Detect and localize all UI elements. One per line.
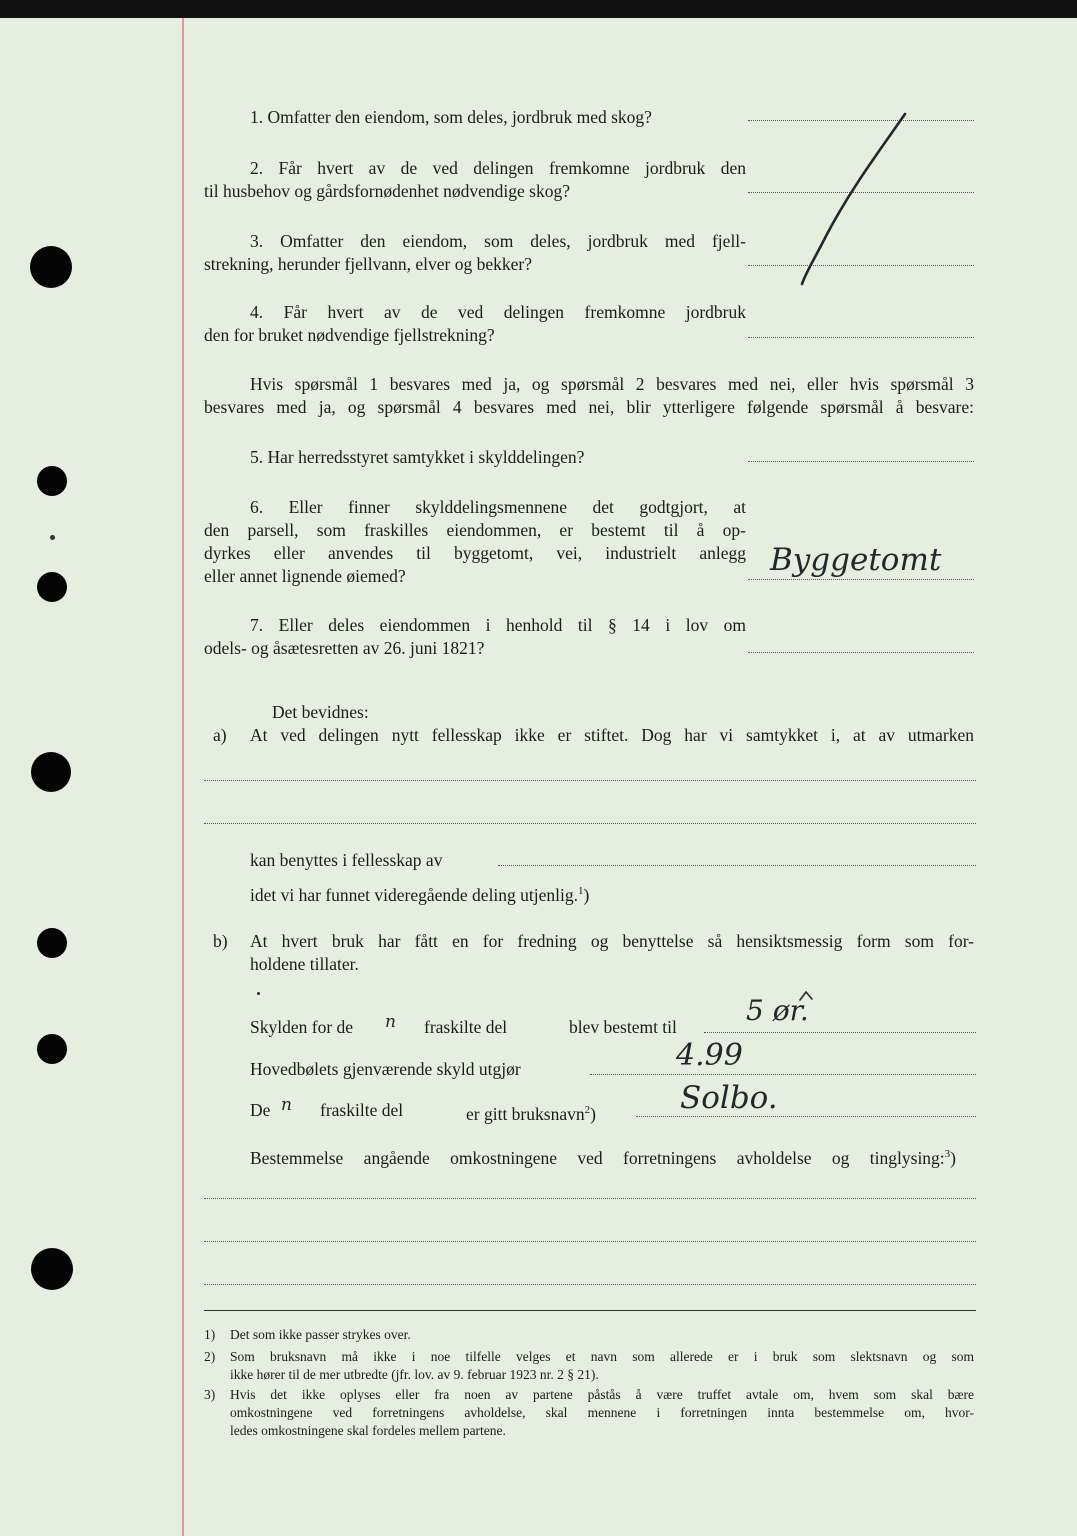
bevidnes-heading: Det bevidnes: — [272, 702, 369, 722]
bruksnavn-label-c-body: er gitt bruksnavn — [466, 1103, 585, 1124]
bruksnavn-label-c: er gitt bruksnavn$^2$) — [466, 1103, 596, 1124]
bestemmelse-line-3[interactable] — [204, 1284, 976, 1285]
bestemmelse-label: Bestemmelse angående omkostningene ved forretningens avholdelse og tinglysing:$^3$) — [250, 1147, 956, 1168]
footnote-separator — [204, 1310, 976, 1311]
answer-line-q3[interactable] — [748, 265, 974, 266]
handwritten-answer-q6: Byggetomt — [770, 542, 942, 578]
footnote-ref-1: 1 — [578, 885, 584, 897]
fellesskap-line[interactable] — [498, 865, 976, 866]
question-6-line-2: den parsell, som fraskilles eiendommen, er bestemt til å op- — [204, 520, 746, 540]
bestemmelse-line-2[interactable] — [204, 1241, 976, 1242]
binder-hole — [30, 246, 72, 288]
bruksnavn-line[interactable] — [636, 1116, 976, 1117]
bestemmelse-line-1[interactable] — [204, 1198, 976, 1199]
speck — [50, 535, 55, 540]
binder-hole — [31, 1248, 73, 1290]
question-6-line-3: dyrkes eller anvendes til byggetomt, vei, industrielt anlegg — [204, 543, 746, 563]
footnote-ref-2: 2 — [584, 1104, 591, 1116]
question-7-line-2: odels- og åsætesretten av 26. juni 1821? — [204, 638, 485, 658]
answer-line-q6[interactable] — [748, 579, 974, 580]
answer-line-q7[interactable] — [748, 652, 974, 653]
footnote-2-mark: 2) — [204, 1349, 216, 1364]
question-4-line-2: den for bruket nødvendige fjellstrekning? — [204, 325, 495, 345]
question-3-line-1: 3. Omfatter den eiendom, som deles, jordbruk med fjell- — [250, 231, 746, 251]
margin-line — [182, 18, 184, 1536]
idet-text-body: idet vi har funnet videregående deling utjenlig. — [250, 884, 579, 905]
question-2-line-1: 2. Får hvert av de ved delingen fremkomne jordbruk den — [250, 158, 746, 178]
utmark-line-2[interactable] — [204, 823, 976, 824]
skylden-label-b: fraskilte del — [424, 1017, 508, 1037]
footnote-3-mark: 3) — [204, 1387, 216, 1402]
idet-text: idet vi har funnet videregående deling utjenlig.$^1$) — [250, 884, 590, 905]
speck — [257, 992, 260, 995]
binder-hole — [37, 928, 67, 958]
utmark-line-1[interactable] — [204, 780, 976, 781]
question-6-line-1: 6. Eller finner skylddelingsmennene det godtgjort, at — [250, 497, 746, 517]
footnote-1-mark: 1) — [204, 1327, 216, 1342]
question-6-line-4: eller annet lignende øiemed? — [204, 566, 406, 586]
bruksnavn-label-a: De — [250, 1100, 271, 1120]
hovedbol-label: Hovedbølets gjenværende skyld utgjør — [250, 1059, 521, 1079]
footnote-3-line-2: omkostningene ved forretningens avholdelse, skal mennene i forretningen innta bestemmelse om, hvor- — [230, 1405, 974, 1420]
handwritten-de-suffix-2: n — [281, 1095, 292, 1115]
handwritten-bruksnavn-value: Solbo. — [680, 1080, 778, 1116]
condition-line-1: Hvis spørsmål 1 besvares med ja, og spørsmål 2 besvares med nei, eller hvis spørsmål 3 — [250, 374, 974, 394]
skylden-line[interactable] — [704, 1032, 976, 1033]
answer-line-q4[interactable] — [748, 337, 974, 338]
handwritten-skyld-value: 5 ør. — [746, 994, 809, 1027]
footnote-3-line-1: Hvis det ikke oplyses eller fra noen av partene påstås å være truffet avtale om, hvem som skal bære — [230, 1387, 974, 1402]
answer-line-q2[interactable] — [748, 192, 974, 193]
question-4-line-1: 4. Får hvert av de ved delingen fremkomne jordbruk — [250, 302, 746, 322]
answer-line-q5[interactable] — [748, 461, 974, 462]
bestemmelse-label-body: Bestemmelse angående omkostningene ved forretningens avholdelse og tinglysing: — [250, 1147, 945, 1168]
scan-top-edge — [0, 0, 1077, 18]
skylden-label-c: blev bestemt til — [569, 1017, 677, 1037]
handwritten-de-suffix-1: n — [385, 1012, 396, 1032]
item-b-line-1: At hvert bruk har fått en for fredning og benyttelse så hensiktsmessig form som for- — [250, 931, 974, 951]
footnote-2-line-2: ikke hører til de mer utbredte (jfr. lov. av 9. februar 1923 nr. 2 § 21). — [230, 1367, 599, 1382]
item-b-label: b) — [213, 931, 228, 951]
binder-hole — [37, 1034, 67, 1064]
footnote-ref-3: 3 — [944, 1148, 951, 1160]
fellesskap-text: kan benyttes i fellesskap av — [250, 850, 443, 870]
question-3-line-2: strekning, herunder fjellvann, elver og bekker? — [204, 254, 532, 274]
footnote-2-line-1: Som bruksnavn må ikke i noe tilfelle velges et navn som allerede er i bruk som slektsnavn og som — [230, 1349, 974, 1364]
question-1-text: 1. Omfatter den eiendom, som deles, jordbruk med skog? — [250, 107, 652, 127]
skylden-label-a: Skylden for de — [250, 1017, 354, 1037]
item-a-label: a) — [213, 725, 227, 745]
handwritten-slash-mark — [802, 114, 905, 284]
item-a-text: At ved delingen nytt fellesskap ikke er stiftet. Dog har vi samtykket i, at av utmarken — [250, 725, 974, 745]
binder-hole — [37, 572, 67, 602]
condition-line-2: besvares med ja, og spørsmål 4 besvares med nei, blir ytterligere følgende spørsmål å besvare: — [204, 397, 974, 417]
question-7-line-1: 7. Eller deles eiendommen i henhold til § 14 i lov om — [250, 615, 746, 635]
answer-line-q1[interactable] — [748, 120, 974, 121]
item-b-line-2: holdene tillater. — [250, 954, 359, 974]
bruksnavn-label-b: fraskilte del — [320, 1100, 404, 1120]
footnote-1-line-1: Det som ikke passer strykes over. — [230, 1327, 411, 1342]
handwritten-remaining-value: 4.99 — [676, 1038, 743, 1073]
footnote-3-line-3: ledes omkostningene skal fordeles mellem partene. — [230, 1423, 506, 1438]
binder-hole — [37, 466, 67, 496]
binder-hole — [31, 752, 71, 792]
question-2-line-2: til husbehov og gårdsfornødenhet nødvendige skog? — [204, 181, 570, 201]
hovedbol-line[interactable] — [590, 1074, 976, 1075]
question-5-text: 5. Har herredsstyret samtykket i skylddelingen? — [250, 447, 585, 467]
